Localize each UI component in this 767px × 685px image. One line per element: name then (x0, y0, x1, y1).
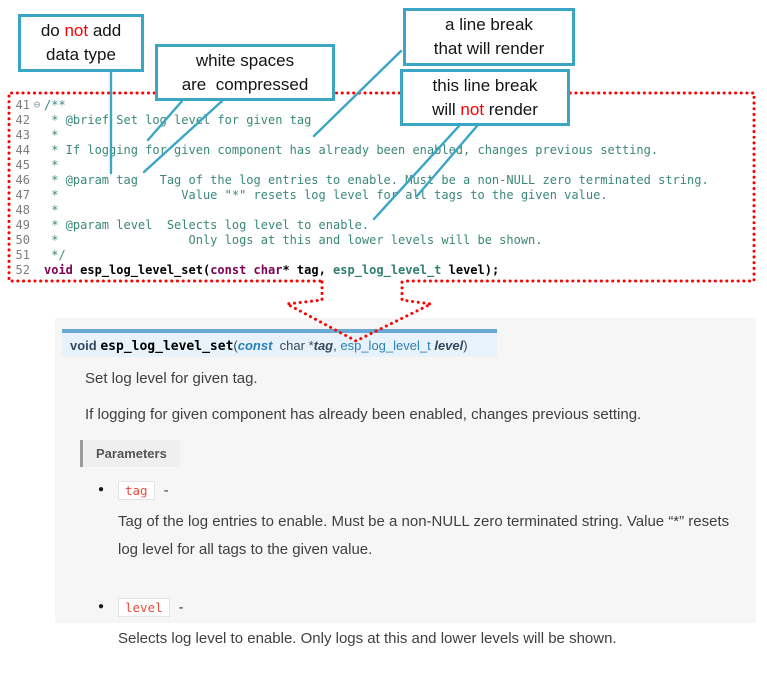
line-number: 52 (15, 263, 30, 277)
callout-text-line (445, 13, 533, 37)
text-token: ( (233, 338, 238, 353)
code-text (44, 218, 369, 233)
code-text (44, 98, 66, 113)
fold-gutter (30, 218, 44, 233)
code-line (6, 263, 756, 278)
text-token: will (432, 99, 461, 119)
code-text (44, 233, 543, 248)
code-line (6, 203, 756, 218)
text-token: esp_log_level_t (340, 338, 431, 353)
text-token: , (333, 338, 341, 353)
code-line (6, 173, 756, 188)
text-token (272, 338, 279, 353)
code-text (44, 143, 658, 158)
parameter-item (98, 479, 738, 564)
fold-gutter (30, 128, 44, 143)
rendered-doc-panel (55, 318, 756, 647)
text-token: ) (463, 338, 468, 353)
fold-gutter (30, 188, 44, 203)
fold-gutter (30, 113, 44, 128)
line-number: 42 (15, 113, 30, 127)
code-text (44, 188, 608, 203)
text-token: add (88, 21, 122, 41)
text-token: * (44, 128, 59, 142)
code-line (6, 248, 756, 263)
callout-white-spaces-compressed (155, 44, 335, 101)
code-line (6, 188, 756, 203)
code-line (6, 98, 756, 113)
text-token: level); (441, 263, 500, 277)
text-token: * tag, (282, 263, 334, 277)
text-token: void (70, 338, 101, 353)
line-number: 41 (15, 98, 30, 112)
line-number: 45 (15, 158, 30, 172)
line-number: 47 (15, 188, 30, 202)
fold-gutter (30, 158, 44, 173)
text-token: * Value "*" resets log level for all tags to the given value. (44, 188, 608, 202)
parameter-name-chip: level (118, 598, 170, 617)
text-token: * (304, 338, 314, 353)
text-token: * (44, 158, 59, 172)
callout-text-line (433, 74, 538, 98)
callout-text-line (434, 37, 545, 61)
line-number: 43 (15, 128, 30, 142)
callout-text-line (41, 19, 121, 43)
text-token: level (434, 338, 464, 353)
doc-description-text: If logging for given component has already been enabled, changes previous setting. (85, 406, 642, 423)
line-number: 49 (15, 218, 30, 232)
code-line (6, 158, 756, 173)
text-token: render (484, 99, 538, 119)
code-editor-snippet (6, 92, 756, 282)
line-number: 50 (15, 233, 30, 247)
callout-text-line (432, 98, 538, 122)
code-line (6, 143, 756, 158)
callout-line-break-not-render (400, 69, 570, 126)
text-token: const (237, 338, 273, 353)
callout-line-break-renders (403, 8, 575, 66)
text-token: * (44, 203, 59, 217)
fold-gutter (30, 173, 44, 188)
text-token: * Only logs at this and lower levels will be shown. (44, 233, 543, 247)
text-token: const (210, 263, 247, 277)
code-text (44, 173, 709, 188)
fold-gutter (30, 143, 44, 158)
code-text (44, 158, 58, 173)
bullet-icon: ● (98, 601, 105, 612)
callout-do-not-add-data-type (18, 14, 144, 72)
parameters-heading: Parameters (80, 440, 180, 467)
parameter-head (118, 596, 740, 618)
parameter-name-chip: tag (118, 481, 155, 500)
parameter-description: Selects log level to enable. Only logs at this and lower levels will be shown. (118, 630, 617, 647)
callout-text-line (196, 49, 294, 73)
text-token: esp_log_level_set( (72, 263, 211, 277)
parameter-description: Tag of the log entries to enable. Must be a non-NULL zero terminated string. Value “*” resets log level for all tags to the given value. (118, 513, 730, 558)
text-token: not (460, 99, 485, 119)
parameter-item (98, 596, 738, 653)
parameters-list (98, 479, 738, 685)
code-text (44, 263, 499, 278)
text-token: * If logging for given component has already been enabled, changes previous setting. (44, 143, 659, 157)
text-token: tag (313, 338, 334, 353)
fold-gutter (30, 203, 44, 218)
callout-text-line (182, 73, 309, 97)
text-token: char (279, 338, 305, 353)
callout-text-line (46, 43, 116, 67)
fold-gutter (30, 233, 44, 248)
bullet-icon: ● (98, 484, 105, 495)
text-token: void (44, 263, 73, 277)
text-token: esp_log_level_set (100, 339, 234, 354)
code-line (6, 218, 756, 233)
line-number: 48 (15, 203, 30, 217)
text-token: that will render (433, 39, 545, 58)
doc-brief-text: Set log level for given tag. (85, 370, 258, 387)
text-token: this line break (432, 75, 538, 95)
parameter-dash: - (163, 481, 169, 499)
text-token: /** (44, 98, 66, 112)
fold-collapse-icon[interactable]: ⊖ (33, 98, 41, 111)
text-token: white spaces (195, 50, 295, 70)
code-line (6, 113, 756, 128)
text-token: * @param level Selects log level to enable. (44, 218, 370, 232)
fold-gutter (30, 263, 44, 278)
text-token: * @brief Set log level for given tag (44, 113, 312, 127)
text-token: * @param tag Tag of the log entries to enable. Must be a non-NULL zero terminated string. (44, 173, 709, 187)
code-line (6, 233, 756, 248)
code-text (44, 113, 311, 128)
text-token: data type (46, 45, 116, 64)
line-number: 51 (15, 248, 30, 262)
text-token: a line break (445, 15, 533, 35)
text-token: not (64, 21, 89, 41)
text-token: are compressed (181, 74, 309, 94)
text-token: do (40, 21, 65, 41)
text-token: */ (44, 248, 66, 262)
parameter-dash: - (178, 598, 184, 616)
text-token: esp_log_level_t (333, 263, 442, 277)
code-line (6, 128, 756, 143)
fold-gutter (30, 248, 44, 263)
parameter-head (118, 479, 740, 501)
text-token: char (253, 263, 283, 277)
function-signature-bar (62, 329, 497, 357)
line-number: 46 (15, 173, 30, 187)
text-token (246, 263, 253, 277)
line-number: 44 (15, 143, 30, 157)
code-text (44, 203, 58, 218)
code-text (44, 248, 66, 263)
code-text (44, 128, 58, 143)
